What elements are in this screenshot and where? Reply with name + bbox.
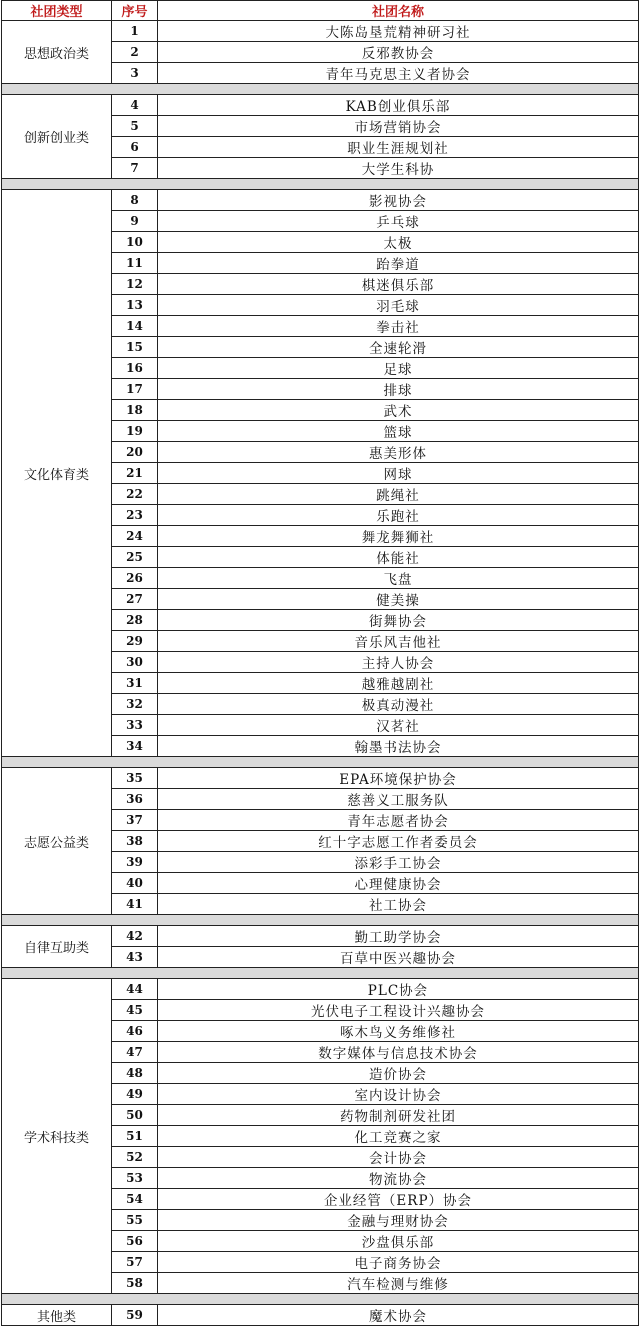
club-number: 11 <box>112 253 158 274</box>
club-number: 20 <box>112 442 158 463</box>
club-name: EPA环境保护协会 <box>158 768 639 789</box>
club-number: 57 <box>112 1252 158 1273</box>
club-number: 36 <box>112 789 158 810</box>
club-name: 跆拳道 <box>158 253 639 274</box>
club-name: 体能社 <box>158 547 639 568</box>
club-number: 52 <box>112 1147 158 1168</box>
club-number: 10 <box>112 232 158 253</box>
club-name: 化工竞赛之家 <box>158 1126 639 1147</box>
header-number: 序号 <box>112 1 158 21</box>
club-number: 31 <box>112 673 158 694</box>
club-number: 42 <box>112 926 158 947</box>
group-separator <box>2 757 639 768</box>
club-name: 啄木鸟义务维修社 <box>158 1021 639 1042</box>
club-number: 56 <box>112 1231 158 1252</box>
club-number: 1 <box>112 21 158 42</box>
header-row <box>2 1 639 21</box>
club-name: 全速轮滑 <box>158 337 639 358</box>
club-number: 16 <box>112 358 158 379</box>
category-cell: 志愿公益类 <box>2 768 112 915</box>
club-number: 50 <box>112 1105 158 1126</box>
club-number: 45 <box>112 1000 158 1021</box>
club-name: 羽毛球 <box>158 295 639 316</box>
header-club-name: 社团名称 <box>158 1 639 21</box>
separator-cell <box>2 915 639 926</box>
club-number: 22 <box>112 484 158 505</box>
club-name: 太极 <box>158 232 639 253</box>
club-number: 34 <box>112 736 158 757</box>
club-name: 数字媒体与信息技术协会 <box>158 1042 639 1063</box>
club-name: 职业生涯规划社 <box>158 137 639 158</box>
club-name: 大学生科协 <box>158 158 639 179</box>
club-number: 9 <box>112 211 158 232</box>
table-row <box>2 1305 639 1326</box>
club-name: 百草中医兴趣协会 <box>158 947 639 968</box>
club-number: 18 <box>112 400 158 421</box>
table-row <box>2 926 639 947</box>
club-name: 光伏电子工程设计兴趣协会 <box>158 1000 639 1021</box>
club-table-body <box>2 21 639 1326</box>
club-number: 55 <box>112 1210 158 1231</box>
club-number: 5 <box>112 116 158 137</box>
club-name: 主持人协会 <box>158 652 639 673</box>
club-name: KAB创业俱乐部 <box>158 95 639 116</box>
club-name: 市场营销协会 <box>158 116 639 137</box>
table-row <box>2 768 639 789</box>
club-name: 影视协会 <box>158 190 639 211</box>
club-number: 51 <box>112 1126 158 1147</box>
club-number: 37 <box>112 810 158 831</box>
club-number: 47 <box>112 1042 158 1063</box>
club-number: 14 <box>112 316 158 337</box>
club-name: 红十字志愿工作者委员会 <box>158 831 639 852</box>
group-separator <box>2 84 639 95</box>
separator-cell <box>2 757 639 768</box>
club-number: 12 <box>112 274 158 295</box>
club-name: 飞盘 <box>158 568 639 589</box>
club-name: 勤工助学协会 <box>158 926 639 947</box>
separator-cell <box>2 84 639 95</box>
header-category: 社团类型 <box>2 1 112 21</box>
club-name: 跳绳社 <box>158 484 639 505</box>
club-number: 59 <box>112 1305 158 1326</box>
club-number: 25 <box>112 547 158 568</box>
club-number: 6 <box>112 137 158 158</box>
club-name: 极真动漫社 <box>158 694 639 715</box>
table-row <box>2 95 639 116</box>
club-number: 27 <box>112 589 158 610</box>
group-separator <box>2 1294 639 1305</box>
club-name: 健美操 <box>158 589 639 610</box>
club-name: 越雅越剧社 <box>158 673 639 694</box>
club-name: 造价协会 <box>158 1063 639 1084</box>
club-name: 室内设计协会 <box>158 1084 639 1105</box>
club-name: 添彩手工协会 <box>158 852 639 873</box>
club-name: 惠美形体 <box>158 442 639 463</box>
club-number: 46 <box>112 1021 158 1042</box>
club-name: 汽车检测与维修 <box>158 1273 639 1294</box>
club-number: 43 <box>112 947 158 968</box>
club-name: 企业经管（ERP）协会 <box>158 1189 639 1210</box>
club-name: 电子商务协会 <box>158 1252 639 1273</box>
category-cell: 学术科技类 <box>2 979 112 1294</box>
category-cell: 创新创业类 <box>2 95 112 179</box>
club-number: 7 <box>112 158 158 179</box>
club-name: 舞龙舞狮社 <box>158 526 639 547</box>
club-name: 物流协会 <box>158 1168 639 1189</box>
club-number: 53 <box>112 1168 158 1189</box>
club-name: 音乐风吉他社 <box>158 631 639 652</box>
club-name: 网球 <box>158 463 639 484</box>
club-number: 15 <box>112 337 158 358</box>
club-number: 30 <box>112 652 158 673</box>
club-name: 乐跑社 <box>158 505 639 526</box>
club-number: 17 <box>112 379 158 400</box>
club-number: 8 <box>112 190 158 211</box>
table-row <box>2 21 639 42</box>
club-name: 沙盘俱乐部 <box>158 1231 639 1252</box>
club-name: 排球 <box>158 379 639 400</box>
club-number: 39 <box>112 852 158 873</box>
club-name: 篮球 <box>158 421 639 442</box>
club-number: 33 <box>112 715 158 736</box>
club-number: 38 <box>112 831 158 852</box>
table-row <box>2 190 639 211</box>
club-number: 54 <box>112 1189 158 1210</box>
club-number: 41 <box>112 894 158 915</box>
club-number: 26 <box>112 568 158 589</box>
club-name: 青年马克思主义者协会 <box>158 63 639 84</box>
category-cell: 文化体育类 <box>2 190 112 757</box>
category-cell: 自律互助类 <box>2 926 112 968</box>
club-number: 49 <box>112 1084 158 1105</box>
separator-cell <box>2 1294 639 1305</box>
club-name: 青年志愿者协会 <box>158 810 639 831</box>
club-number: 40 <box>112 873 158 894</box>
club-number: 32 <box>112 694 158 715</box>
club-number: 35 <box>112 768 158 789</box>
club-name: 足球 <box>158 358 639 379</box>
club-number: 23 <box>112 505 158 526</box>
club-number: 24 <box>112 526 158 547</box>
club-table <box>1 0 639 1326</box>
club-name: 药物制剂研发社团 <box>158 1105 639 1126</box>
separator-cell <box>2 968 639 979</box>
club-number: 4 <box>112 95 158 116</box>
club-name: 反邪教协会 <box>158 42 639 63</box>
club-number: 28 <box>112 610 158 631</box>
table-row <box>2 979 639 1000</box>
club-number: 48 <box>112 1063 158 1084</box>
club-number: 3 <box>112 63 158 84</box>
club-number: 2 <box>112 42 158 63</box>
club-name: 武术 <box>158 400 639 421</box>
club-name: 会计协会 <box>158 1147 639 1168</box>
club-name: 金融与理财协会 <box>158 1210 639 1231</box>
club-name: 乒乓球 <box>158 211 639 232</box>
club-number: 21 <box>112 463 158 484</box>
club-name: 社工协会 <box>158 894 639 915</box>
club-number: 13 <box>112 295 158 316</box>
club-name: 汉茗社 <box>158 715 639 736</box>
category-cell: 思想政治类 <box>2 21 112 84</box>
group-separator <box>2 915 639 926</box>
club-number: 58 <box>112 1273 158 1294</box>
club-name: 心理健康协会 <box>158 873 639 894</box>
club-name: 拳击社 <box>158 316 639 337</box>
club-name: 棋迷俱乐部 <box>158 274 639 295</box>
group-separator <box>2 968 639 979</box>
club-name: 翰墨书法协会 <box>158 736 639 757</box>
club-number: 29 <box>112 631 158 652</box>
category-cell: 其他类 <box>2 1305 112 1326</box>
club-name: 魔术协会 <box>158 1305 639 1326</box>
club-name: 大陈岛垦荒精神研习社 <box>158 21 639 42</box>
club-name: 街舞协会 <box>158 610 639 631</box>
club-name: 慈善义工服务队 <box>158 789 639 810</box>
separator-cell <box>2 179 639 190</box>
club-number: 44 <box>112 979 158 1000</box>
club-name: PLC协会 <box>158 979 639 1000</box>
group-separator <box>2 179 639 190</box>
club-number: 19 <box>112 421 158 442</box>
